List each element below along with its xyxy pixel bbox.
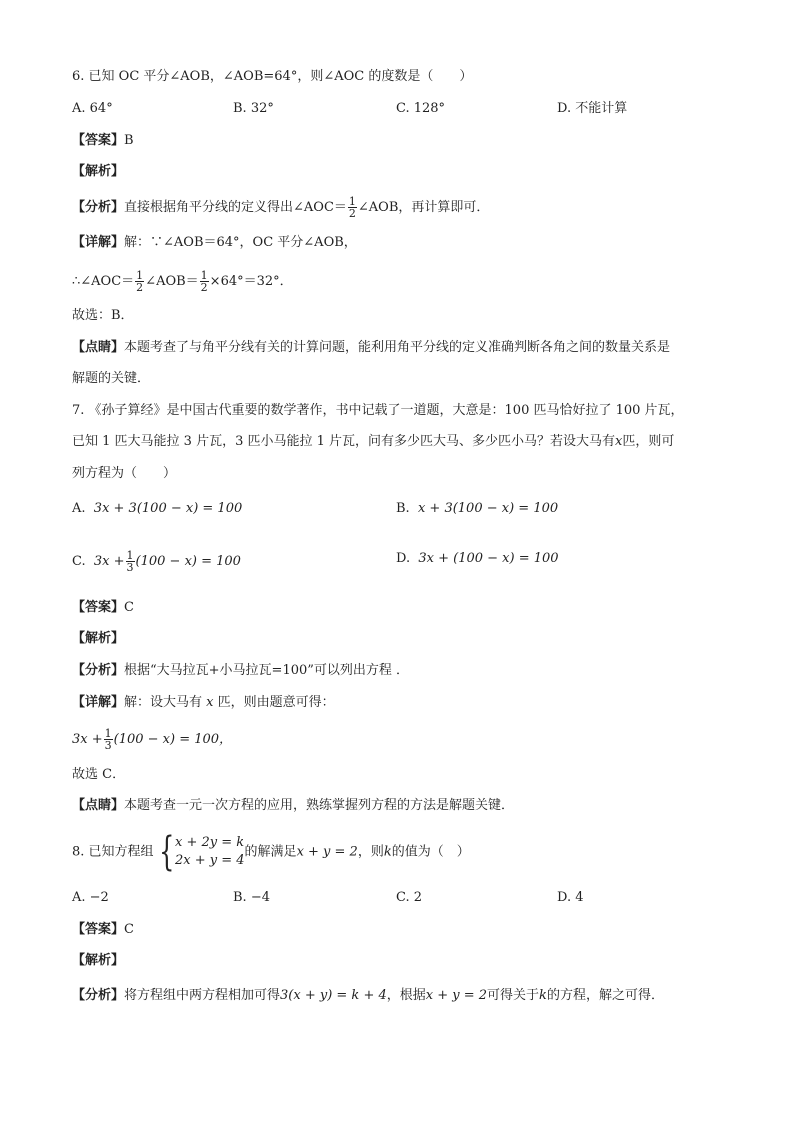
q6-analysis-title: 【解析】 (72, 164, 125, 179)
q7-choose: 故选 C． (72, 767, 126, 782)
q8-option-a: A. −2 (72, 890, 109, 905)
xiangjie-tag: 【详解】 (72, 695, 125, 710)
q7-fenxi (72, 662, 409, 680)
q8-option-b: B. −4 (233, 890, 270, 905)
q8-option-c: C. 2 (396, 890, 423, 905)
answer-tag: 【答案】 (72, 922, 125, 937)
answer-tag: 【答案】 (72, 600, 125, 615)
fenxi-text-pre: 直接根据角平分线的定义得出∠AOC＝ (124, 200, 347, 215)
q6-option-d: D. 不能计算 (557, 101, 628, 116)
fenxi-text-c: 可得关于 (487, 988, 540, 1003)
xiangjie-tag: 【详解】 (72, 235, 125, 250)
stem-text-post: 的值为（ ） (391, 844, 470, 860)
fraction-third (126, 550, 135, 573)
q6-calculation (72, 270, 293, 293)
xiangjie-text-b: 匹，则由题意可得： (217, 695, 335, 710)
q6-fenxi (72, 196, 489, 219)
q7-stem-2 (72, 433, 674, 451)
q7-option-b (396, 500, 558, 518)
q8-option-d: D. 4 (557, 890, 584, 905)
dianjing-tag: 【点睛】 (72, 340, 125, 355)
stem-text-a: 已知 1 匹大马能拉 3 片瓦，3 匹小马能拉 1 片瓦，问有多少匹大马、多少匹小马？若设大马有 (72, 434, 616, 449)
fraction-half (135, 270, 144, 293)
option-label: C. (72, 554, 86, 569)
q6-dianjing-cont: 解题的关键． (72, 371, 151, 386)
fenxi-tag: 【分析】 (72, 988, 125, 1003)
var-x: x (615, 434, 623, 449)
q6-choose: 故选：B． (72, 308, 134, 323)
fraction-denominator: 3 (104, 739, 112, 752)
q7-option-a (72, 500, 242, 518)
fenxi-equation: 3(x + y) = k + 4 (280, 988, 387, 1003)
equation-pre: 3x + (72, 732, 103, 747)
fenxi-text-b: ，根据 (386, 988, 426, 1003)
fraction-denominator: 3 (126, 561, 134, 574)
q6-option-c: C. 128° (396, 101, 446, 116)
condition-expr: x + y = 2 (425, 988, 488, 1003)
stem-text-b: 匹，则可 (622, 434, 675, 449)
xiangjie-text: 解：∵∠AOB＝64°，OC 平分∠AOB， (124, 235, 357, 250)
stem-text-pre: 8. 已知方程组 (72, 844, 154, 860)
stem-text-mid: 的解满足 (244, 844, 297, 860)
fraction-numerator: 1 (136, 269, 144, 282)
fraction-numerator: 1 (200, 269, 208, 282)
q7-analysis-title: 【解析】 (72, 631, 125, 646)
dianjing-tag: 【点睛】 (72, 798, 125, 813)
q8-analysis-title: 【解析】 (72, 953, 125, 968)
condition-expr: x + y = 2 (296, 844, 358, 860)
q7-equation (72, 728, 232, 751)
stem-text-mid2: ，则 (357, 844, 384, 860)
system-eq-1: x + 2y = k (175, 835, 245, 850)
q7-xiangjie (72, 694, 335, 712)
fraction-denominator: 2 (136, 281, 144, 294)
fenxi-text-d: 的方程，解之可得． (546, 988, 664, 1003)
var-x: x (206, 695, 214, 710)
calc-part-a: ∴∠AOC＝ (72, 274, 135, 289)
answer-value: C (124, 600, 134, 615)
option-expr-pre: 3x + (93, 554, 125, 569)
q7-stem-1: 7. 《孙子算经》是中国古代重要的数学著作，书中记载了一道题，大意是：100 匹马恰好拉了 100 片瓦， (72, 403, 684, 418)
left-brace-symbol: { (158, 829, 174, 875)
fraction-numerator: 1 (104, 727, 112, 740)
fenxi-tag: 【分析】 (72, 663, 125, 678)
option-expr: 3x + 3(100 − x) = 100 (93, 501, 243, 516)
dianjing-text: 本题考查了与角平分线有关的计算问题，能利用角平分线的定义准确判断各角之间的数量关系是 (124, 340, 671, 355)
fenxi-text-a: 将方程组中两方程相加可得 (124, 988, 281, 1003)
option-expr: 3x + (100 − x) = 100 (418, 551, 559, 566)
q7-dianjing (72, 797, 514, 815)
q6-dianjing (72, 339, 670, 357)
equation-system (175, 834, 245, 870)
q6-option-a: A. 64° (72, 101, 113, 116)
fraction-denominator: 2 (200, 281, 208, 294)
fraction-half (200, 270, 209, 293)
dianjing-text: 本题考查一元一次方程的应用，熟练掌握列方程的方法是解题关键． (124, 798, 515, 813)
q7-option-d (396, 550, 559, 568)
var-k: k (383, 844, 392, 860)
q6-xiangjie (72, 234, 357, 252)
calc-part-b: ∠AOB＝ (145, 274, 199, 289)
option-label: D. (396, 551, 411, 566)
option-label: A. (72, 501, 86, 516)
option-expr-post: (100 − x) = 100 (135, 554, 241, 569)
fraction-third (104, 728, 113, 751)
option-expr: x + 3(100 − x) = 100 (417, 501, 559, 516)
q7-option-c (72, 550, 241, 573)
option-label: B. (396, 501, 410, 516)
answer-tag: 【答案】 (72, 133, 125, 148)
equation-post: (100 − x) = 100， (113, 732, 233, 747)
answer-value: B (124, 133, 134, 148)
xiangjie-text-a: 解：设大马有 (124, 695, 203, 710)
fraction-denominator: 2 (348, 207, 356, 220)
system-eq-2: 2x + y = 4 (175, 853, 245, 868)
q8-answer (72, 921, 134, 939)
fenxi-tag: 【分析】 (72, 200, 125, 215)
fenxi-text-post: ∠AOB，再计算即可． (357, 200, 490, 215)
q7-stem-3: 列方程为（ ） (72, 466, 177, 481)
q7-answer (72, 599, 134, 617)
calc-part-c: ×64°＝32°． (209, 274, 293, 289)
q6-answer (72, 132, 134, 150)
q8-fenxi (72, 987, 664, 1005)
fenxi-text: 根据“大马拉瓦+小马拉瓦=100”可以列出方程 ． (124, 663, 410, 678)
var-k: k (539, 988, 547, 1003)
q6-option-b: B. 32° (233, 101, 274, 116)
q6-stem: 6. 已知 OC 平分∠AOB，∠AOB=64°，则∠AOC 的度数是（ ） (72, 69, 473, 84)
fraction-numerator: 1 (348, 195, 356, 208)
fraction-numerator: 1 (126, 549, 134, 562)
q8-stem (72, 829, 470, 875)
fraction-half (348, 196, 357, 219)
answer-value: C (124, 922, 134, 937)
